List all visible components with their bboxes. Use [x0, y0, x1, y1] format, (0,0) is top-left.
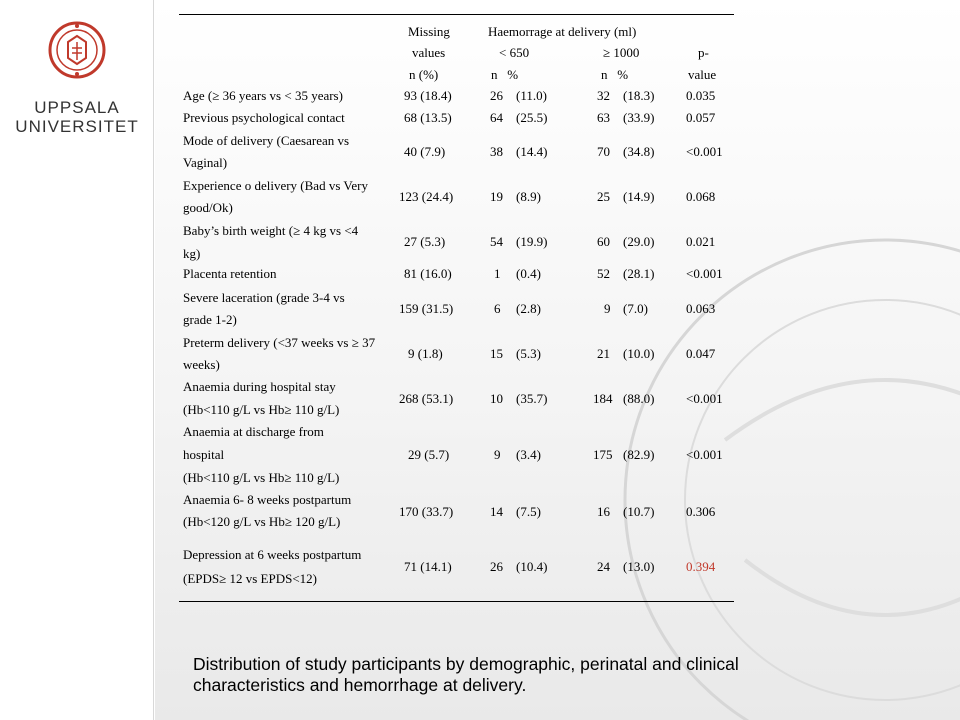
- slide-caption: Distribution of study participants by demographic, perinatal and clinical characteristics and hemorrhage at delivery.: [193, 654, 739, 695]
- row-p-value-highlighted: 0.394: [686, 559, 716, 574]
- row-missing: 123 (24.4): [399, 189, 454, 204]
- header-missing-2: values: [412, 45, 446, 60]
- row-label-cont: kg): [183, 246, 201, 261]
- row-missing: 93 (18.4): [404, 88, 452, 103]
- row-missing: 27 (5.3): [404, 234, 446, 249]
- row-lt650-n: 26: [490, 88, 503, 103]
- row-ge1000-n: 24: [597, 559, 610, 574]
- row-label-cont: (Hb<110 g/L vs Hb≥ 110 g/L): [183, 402, 340, 417]
- row-lt650-pct: (35.7): [516, 391, 548, 406]
- row-label-cont-2: (Hb<110 g/L vs Hb≥ 110 g/L): [183, 470, 340, 485]
- row-missing: 40 (7.9): [404, 144, 446, 159]
- logo-text-line2: UNIVERSITET: [15, 117, 139, 136]
- row-label: Severe laceration (grade 3-4 vs: [183, 290, 345, 305]
- row-p-value: 0.068: [686, 189, 716, 204]
- row-label: Experience o delivery (Bad vs Very: [183, 178, 368, 193]
- row-label-cont: good/Ok): [183, 200, 233, 215]
- row-ge1000-n: 32: [597, 88, 610, 103]
- row-p-value: <0.001: [686, 144, 723, 159]
- logo-text-line1: UPPSALA: [34, 98, 120, 117]
- row-ge1000-n: 9: [604, 301, 611, 316]
- row-p-value: <0.001: [686, 391, 723, 406]
- row-label: Anaemia during hospital stay: [183, 379, 336, 394]
- row-missing: 81 (16.0): [404, 266, 452, 281]
- row-missing: 159 (31.5): [399, 301, 454, 316]
- university-seal-icon: [48, 14, 106, 86]
- header-haemorrhage: Haemorrage at delivery (ml): [488, 24, 637, 39]
- row-ge1000-pct: (18.3): [623, 88, 655, 103]
- row-label-cont: grade 1-2): [183, 312, 237, 327]
- table-top-rule: [179, 14, 734, 15]
- row-lt650-pct: (14.4): [516, 144, 548, 159]
- header-n-pct-2: n %: [601, 67, 629, 82]
- row-missing: 268 (53.1): [399, 391, 454, 406]
- row-lt650-pct: (19.9): [516, 234, 548, 249]
- slide-content: [155, 0, 960, 720]
- row-missing: 68 (13.5): [404, 110, 452, 125]
- row-lt650-pct: (2.8): [516, 301, 541, 316]
- header-missing-1: Missing: [408, 24, 450, 39]
- header-n-pct-1: n %: [491, 67, 519, 82]
- row-p-value: 0.035: [686, 88, 716, 103]
- row-ge1000-n: 175: [593, 447, 613, 462]
- row-lt650-n: 14: [490, 504, 503, 519]
- row-lt650-pct: (8.9): [516, 189, 541, 204]
- row-ge1000-n: 25: [597, 189, 610, 204]
- row-p-value: 0.306: [686, 504, 716, 519]
- row-ge1000-pct: (82.9): [623, 447, 655, 462]
- row-ge1000-pct: (10.0): [623, 346, 655, 361]
- row-lt650-pct: (0.4): [516, 266, 541, 281]
- row-lt650-n: 9: [494, 447, 501, 462]
- row-missing: 170 (33.7): [399, 504, 454, 519]
- row-label-cont: hospital: [183, 447, 225, 462]
- header-missing-3: n (%): [409, 67, 439, 82]
- row-label: Baby’s birth weight (≥ 4 kg vs <4: [183, 223, 359, 238]
- row-ge1000-pct: (10.7): [623, 504, 655, 519]
- sidebar: [0, 0, 154, 720]
- row-label: Anaemia 6- 8 weeks postpartum: [183, 492, 352, 507]
- row-ge1000-pct: (33.9): [623, 110, 655, 125]
- row-ge1000-n: 21: [597, 346, 610, 361]
- row-label: Depression at 6 weeks postpartum: [183, 547, 362, 562]
- row-ge1000-pct: (13.0): [623, 559, 655, 574]
- row-ge1000-pct: (28.1): [623, 266, 655, 281]
- row-label: Preterm delivery (<37 weeks vs ≥ 37: [183, 335, 376, 350]
- header-p-2: value: [688, 67, 717, 82]
- row-label: Age (≥ 36 years vs < 35 years): [183, 88, 343, 103]
- row-p-value: 0.047: [686, 346, 716, 361]
- row-p-value: 0.057: [686, 110, 716, 125]
- row-lt650-n: 38: [490, 144, 503, 159]
- row-lt650-pct: (7.5): [516, 504, 541, 519]
- row-lt650-n: 19: [490, 189, 503, 204]
- row-ge1000-n: 70: [597, 144, 610, 159]
- row-ge1000-n: 16: [597, 504, 610, 519]
- row-p-value: <0.001: [686, 447, 723, 462]
- row-p-value: <0.001: [686, 266, 723, 281]
- row-lt650-n: 1: [494, 266, 501, 281]
- row-lt650-n: 6: [494, 301, 501, 316]
- row-ge1000-n: 184: [593, 391, 613, 406]
- row-ge1000-pct: (88.0): [623, 391, 655, 406]
- row-lt650-n: 15: [490, 346, 503, 361]
- row-ge1000-n: 52: [597, 266, 610, 281]
- row-ge1000-pct: (29.0): [623, 234, 655, 249]
- row-lt650-pct: (25.5): [516, 110, 548, 125]
- row-lt650-n: 10: [490, 391, 503, 406]
- row-lt650-pct: (10.4): [516, 559, 548, 574]
- row-lt650-pct: (11.0): [516, 88, 547, 103]
- row-missing: 29 (5.7): [408, 447, 450, 462]
- row-ge1000-pct: (7.0): [623, 301, 648, 316]
- row-ge1000-pct: (34.8): [623, 144, 655, 159]
- row-label: Anaemia at discharge from: [183, 424, 324, 439]
- row-p-value: 0.021: [686, 234, 716, 249]
- row-label-cont: (EPDS≥ 12 vs EPDS<12): [183, 571, 318, 586]
- row-label-cont: Vaginal): [183, 155, 228, 170]
- row-lt650-pct: (5.3): [516, 346, 541, 361]
- row-ge1000-pct: (14.9): [623, 189, 655, 204]
- row-lt650-n: 54: [490, 234, 503, 249]
- header-p-1: p-: [698, 45, 709, 60]
- row-lt650-n: 26: [490, 559, 503, 574]
- row-missing: 71 (14.1): [404, 559, 452, 574]
- row-ge1000-n: 60: [597, 234, 610, 249]
- header-lt650: < 650: [499, 45, 530, 60]
- row-label: Placenta retention: [183, 266, 277, 281]
- row-lt650-pct: (3.4): [516, 447, 541, 462]
- row-label: Mode of delivery (Caesarean vs: [183, 133, 350, 148]
- table-bottom-rule: [179, 601, 734, 602]
- row-label-cont: (Hb<120 g/L vs Hb≥ 120 g/L): [183, 514, 341, 529]
- row-ge1000-n: 63: [597, 110, 610, 125]
- sidebar-divider: [153, 0, 154, 720]
- row-missing: 9 (1.8): [408, 346, 443, 361]
- row-label-cont: weeks): [183, 357, 220, 372]
- row-p-value: 0.063: [686, 301, 716, 316]
- header-ge1000: ≥ 1000: [603, 45, 640, 60]
- row-lt650-n: 64: [490, 110, 503, 125]
- row-label: Previous psychological contact: [183, 110, 345, 125]
